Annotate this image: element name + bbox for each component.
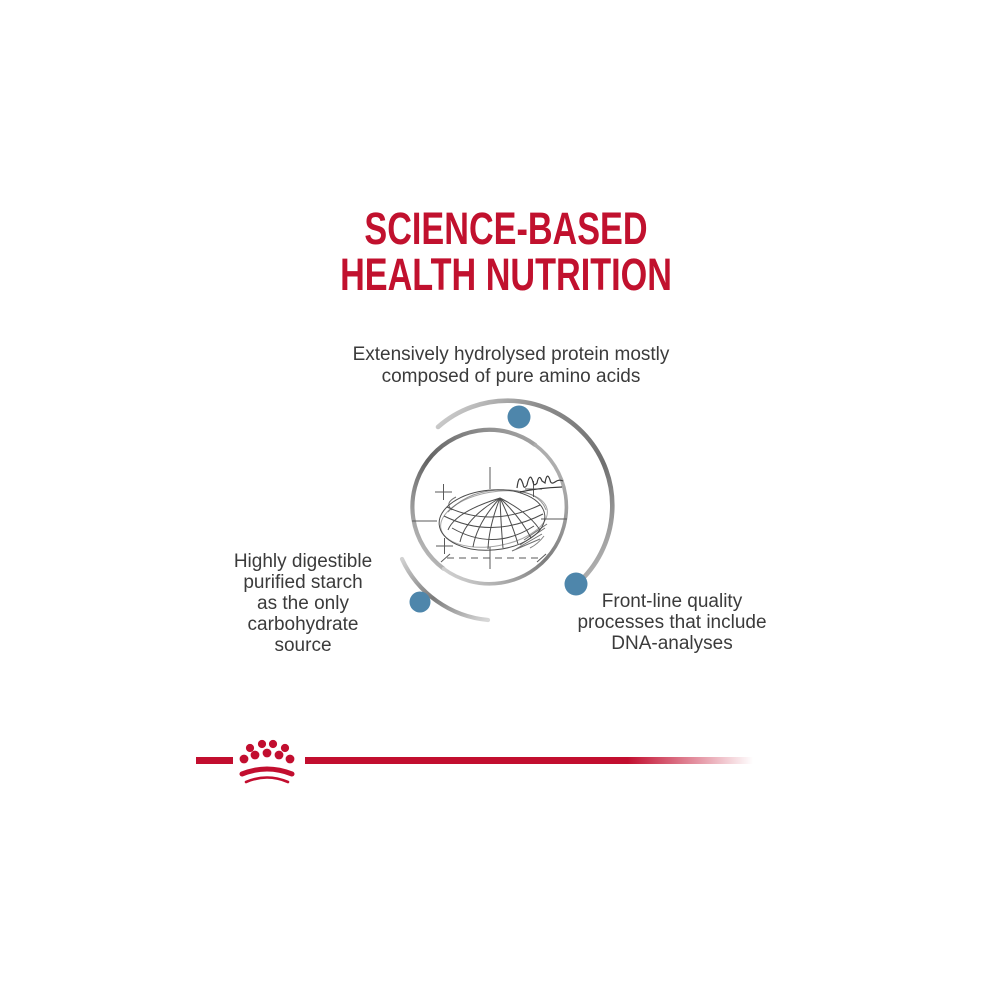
diagram-markers	[410, 406, 588, 613]
footer-rule-left	[196, 757, 233, 764]
callout-quality-line3: DNA-analyses	[611, 633, 733, 654]
callout-quality-line2: processes that include	[577, 612, 767, 633]
page-title	[134, 203, 879, 300]
callout-starch-line5: source	[274, 635, 332, 656]
science-diagram	[360, 390, 660, 650]
royal-canin-crown-logo	[234, 738, 300, 788]
callout-starch-line2: purified starch	[243, 572, 363, 593]
callout-protein-line2: composed of pure amino acids	[381, 366, 641, 387]
page-title-line2: HEALTH NUTRITION	[340, 249, 672, 300]
crown-icon	[234, 738, 300, 788]
callout-starch-line4: carbohydrate	[247, 614, 359, 635]
kibble-sketch	[412, 467, 567, 569]
marker-top	[508, 406, 531, 429]
callout-protein	[311, 344, 711, 388]
inner-circle-arc	[412, 430, 566, 584]
callout-starch-line1: Highly digestible	[233, 551, 373, 572]
page-title-line1: SCIENCE-BASED	[364, 203, 648, 254]
footer-rule-right	[305, 757, 753, 764]
dimension-line	[441, 554, 546, 562]
kibble-body	[436, 483, 552, 555]
marker-left	[410, 592, 431, 613]
callout-protein-line1: Extensively hydrolysed protein mostly	[352, 344, 670, 365]
signature-scribble	[517, 476, 563, 492]
marker-right	[565, 573, 588, 596]
callout-starch-line3: as the only	[257, 593, 349, 614]
callout-quality-line1: Front-line quality	[601, 591, 743, 612]
science-diagram-svg	[360, 390, 660, 650]
